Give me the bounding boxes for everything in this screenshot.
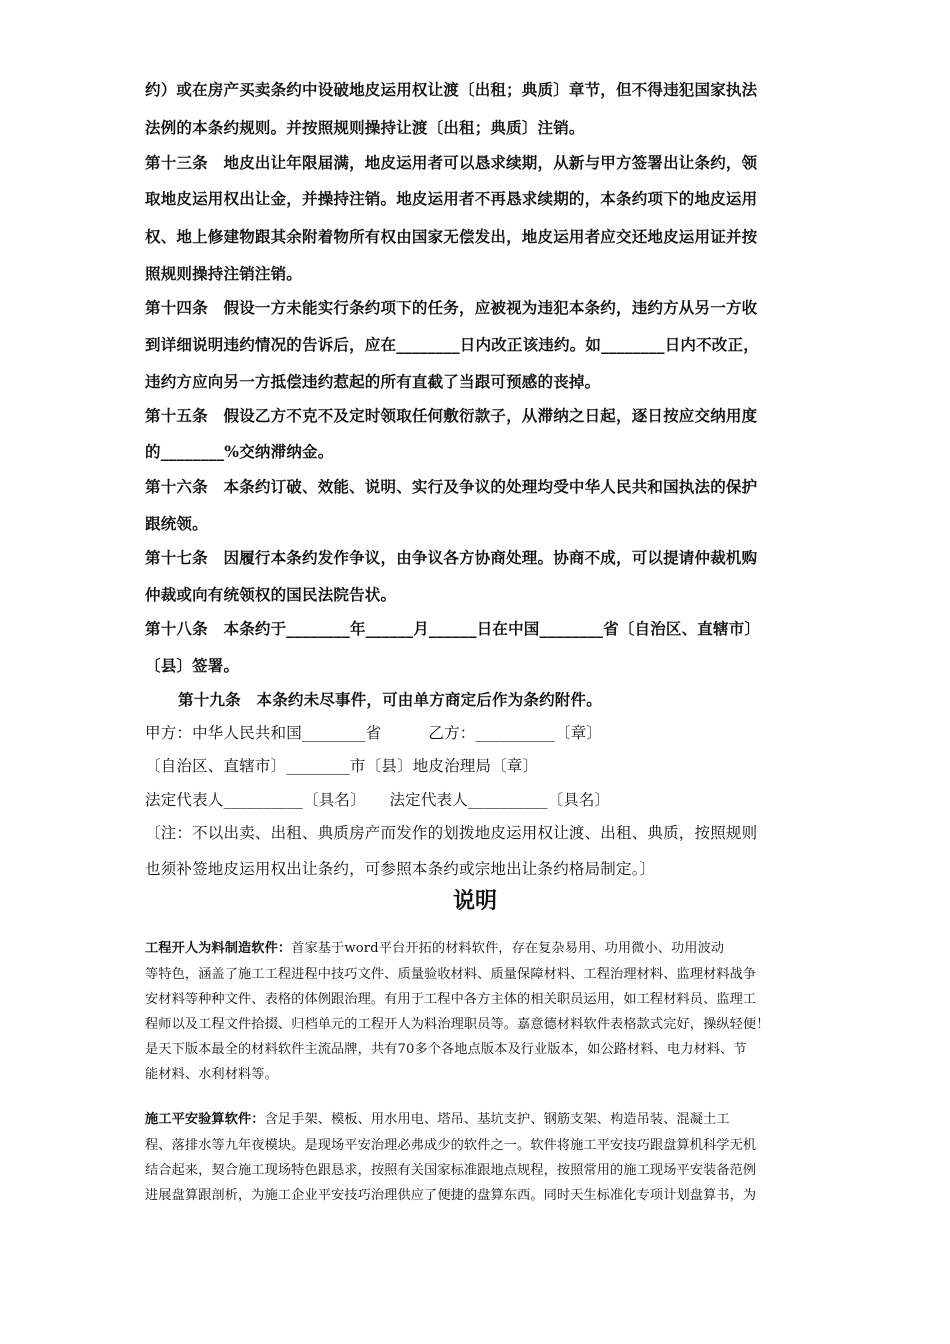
party-a-b-line: 甲方：中华人民共和国________省 乙方：__________〔章〕 (145, 724, 603, 742)
contract-line-1: 约）或在房产买卖条约中设破地皮运用权让渡〔出租；典质〕章节，但不得违犯国家执法 (145, 80, 758, 99)
article-14-line-1: 第十四条 假设一方未能实行条约项下的任务，应被视为违犯本条约，违约方从另一方收 (145, 298, 758, 317)
note-line-1: 〔注：不以出卖、出租、典质房产而发作的划拨地皮运用权让渡、出租、典质，按照规则 (145, 824, 758, 842)
article-17-line-1: 第十七条 因履行本条约发作争议，由争议各方协商处理。协商不成，可以提请仲裁机购 (145, 548, 758, 567)
contract-line-2: 法例的本条约规则。并按照规则操持让渡〔出租；典质〕注销。 (145, 118, 585, 137)
article-17-line-2: 仲裁或向有统领权的国民法院告状。 (145, 585, 397, 604)
note-line-2: 也须补签地皮运用权出让条约，可参照本条约或宗地出让条约格局制定。〕 (145, 860, 656, 878)
article-18-line-1: 第十八条 本条约于________年______月______日在中国________省〔自治区、直辖市〕 (145, 619, 761, 638)
explain-title: 说明 (452, 888, 497, 914)
article-15-line-2: 的________%交纳滞纳金。 (145, 442, 334, 461)
article-16-line-1: 第十六条 本条约订破、效能、说明、实行及争议的处理均受中华人民共和国执法的保护 (145, 477, 758, 496)
article-16-line-2: 跟统领。 (145, 514, 208, 533)
p1-line-5: 是天下版本最全的材料软件主流品牌，共有70多个各地点版本及行业版本，如公路材料、电力材料、节 (145, 1042, 747, 1057)
p1-label: 工程开人为料制造软件： (145, 941, 292, 956)
article-14-line-2: 到详细说明违约情况的告诉后，应在________日内改正该违约。如________日内不改正， (145, 335, 759, 354)
article-15-line-1: 第十五条 假设乙方不克不及定时领取任何敷衍款子，从滞纳之日起，逐日按应交纳用度 (145, 406, 758, 425)
land-bureau-line: 〔自治区、直辖市〕________市〔县〕地皮治理局〔章〕 (145, 757, 539, 775)
p2-line-3: 结合起来，契合施工现场特色跟恳求，按照有关国家标准跟地点规程，按照常用的施工现场平安装备范例 (145, 1163, 757, 1178)
article-14-line-3: 违约方应向另一方抵偿违约惹起的所有直截了当跟可预感的丧掉。 (145, 372, 601, 391)
p2-text-1: 含足手架、模板、用水用电、塔吊、基坑支护、钢筋支架、构造吊装、混凝土工 (264, 1112, 730, 1127)
article-13-line-2: 取地皮运用权出让金，并操持注销。地皮运用者不再恳求续期的，本条约项下的地皮运用 (145, 189, 758, 208)
p1-line-6: 能材料、水利材料等。 (145, 1067, 278, 1082)
p2-line-2: 程、落排水等九年夜模块。是现场平安治理必弗成少的软件之一。软件将施工平安技巧跟盘算机科学无机 (145, 1138, 757, 1153)
article-13-line-4: 照规则操持注销注销。 (145, 264, 303, 283)
p2-line-1 (145, 1111, 808, 1129)
p1-text-1: 首家基于word平台开拓的材料软件，存在复杂易用、功用微小、功用波动 (291, 941, 725, 956)
article-13-line-1: 第十三条 地皮出让年限届满，地皮运用者可以恳求续期，从新与甲方签署出让条约，领 (145, 153, 758, 172)
representative-line: 法定代表人__________〔具名〕 法定代表人__________〔具名〕 (145, 791, 611, 809)
article-13-line-3: 权、地上修建物跟其余附着物所有权由国家无偿发出，地皮运用者应交还地皮运用证并按 (145, 227, 758, 246)
p2-line-4: 进展盘算跟剖析，为施工企业平安技巧治理供应了便捷的盘算东西。同时天生标准化专项计划盘算书，为 (145, 1188, 757, 1203)
p1-line-4: 程师以及工程文件拾掇、归档单元的工程开人为料治理职员等。嘉意德材料软件表格款式完好，操纵轻便！ (145, 1017, 770, 1032)
p1-line-1 (145, 940, 808, 958)
article-19: 第十九条 本条约未尽事件，可由单方商定后作为条约附件。 (178, 690, 602, 709)
p2-label: 施工平安验算软件： (145, 1112, 265, 1127)
article-18-line-2: 〔县〕签署。 (145, 656, 240, 675)
p1-line-3: 安材料等种种文件、表格的体例跟治理。有用于工程中各方主体的相关职员运用，如工程材料员、监理工 (145, 992, 757, 1007)
p1-line-2: 等特色，涵盖了施工工程进程中技巧文件、质量验收材料、质量保障材料、工程治理材料、监理材料战争 (145, 967, 757, 982)
